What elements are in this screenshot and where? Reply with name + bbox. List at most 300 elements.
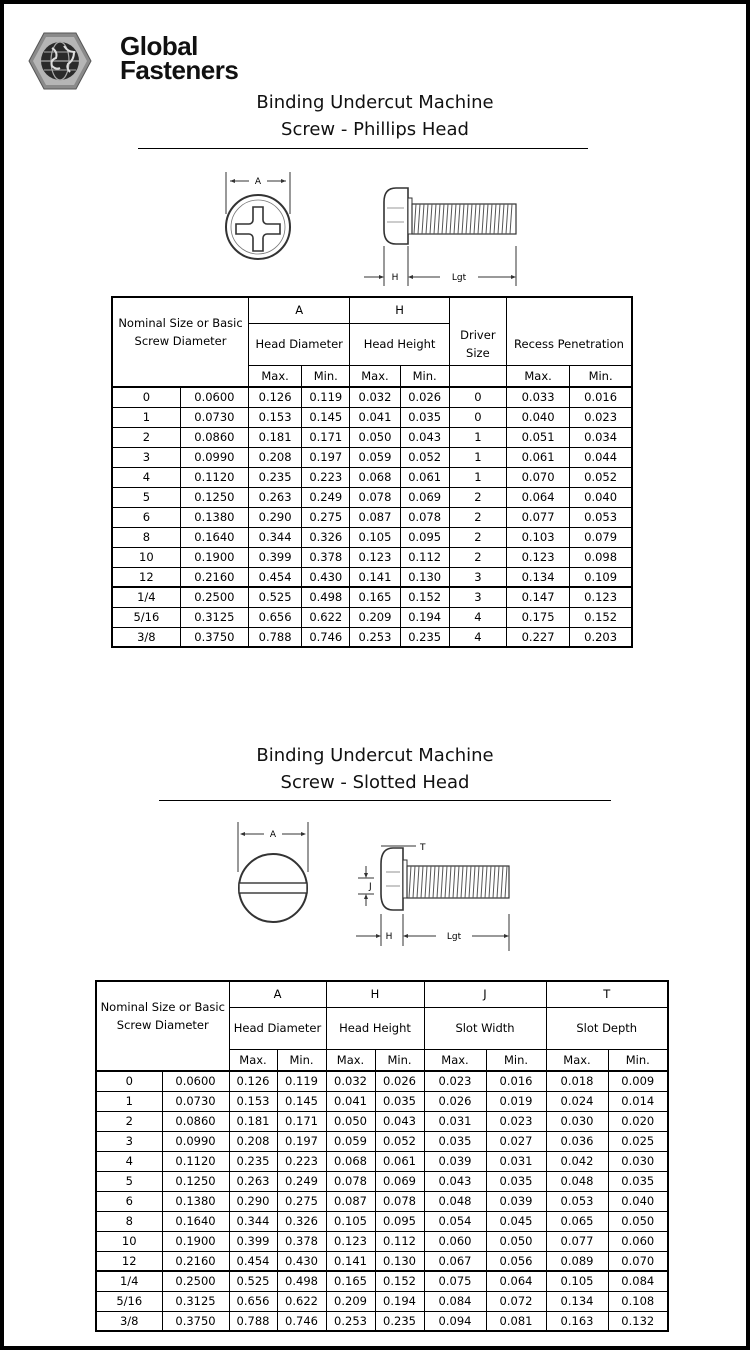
table-cell: 0.072 <box>486 1291 546 1311</box>
table-cell: 0.119 <box>302 387 350 407</box>
table-cell: 0.009 <box>608 1071 668 1091</box>
min-header: Min. <box>486 1049 546 1071</box>
table-cell: 0.454 <box>249 567 302 587</box>
table-cell: 0.1900 <box>162 1231 229 1251</box>
table-cell: 0.145 <box>302 407 350 427</box>
table-cell: 5 <box>112 487 180 507</box>
table-cell: 0.052 <box>570 467 632 487</box>
section1-title-line1: Binding Undercut Machine <box>256 92 494 113</box>
table-cell: 0.112 <box>375 1231 424 1251</box>
table-cell: 0.1250 <box>180 487 248 507</box>
table-row <box>96 1311 668 1331</box>
table-cell: 0.498 <box>277 1271 326 1291</box>
table-cell: 0.1380 <box>162 1191 229 1211</box>
table-cell: 5 <box>96 1171 162 1191</box>
table-cell: 0.018 <box>546 1071 608 1091</box>
blank-header-cell <box>506 297 632 323</box>
phillips-spec-table <box>111 296 633 648</box>
table-cell: 2 <box>112 427 180 447</box>
table-cell: 0.290 <box>229 1191 277 1211</box>
slotted-screw-drawing <box>226 816 526 951</box>
table-cell: 2 <box>449 547 506 567</box>
table-cell: 0.059 <box>350 447 400 467</box>
table-cell: 0.075 <box>424 1271 486 1291</box>
table-cell: 0.263 <box>249 487 302 507</box>
table-cell: 0.078 <box>350 487 400 507</box>
head-height-header: Head Height <box>326 1007 424 1049</box>
table-cell: 2 <box>96 1111 162 1131</box>
table-cell: 3 <box>449 587 506 607</box>
table-cell: 0.048 <box>546 1171 608 1191</box>
table-cell: 0.235 <box>229 1151 277 1171</box>
table-cell: 0.016 <box>570 387 632 407</box>
table-cell: 0.026 <box>424 1091 486 1111</box>
table-cell: 8 <box>112 527 180 547</box>
table-cell: 0.3750 <box>180 627 248 647</box>
table-cell: 0.1120 <box>180 467 248 487</box>
table-cell: 12 <box>96 1251 162 1271</box>
table-cell: 0.2500 <box>162 1271 229 1291</box>
table-cell: 0.019 <box>486 1091 546 1111</box>
table-cell: 0.052 <box>375 1131 424 1151</box>
table-cell: 0.052 <box>400 447 449 467</box>
table-cell: 0.089 <box>546 1251 608 1271</box>
table-cell: 0.152 <box>400 587 449 607</box>
table-cell: 3 <box>449 567 506 587</box>
table-cell: 0.070 <box>506 467 569 487</box>
table-cell: 10 <box>112 547 180 567</box>
table-cell: 0.203 <box>570 627 632 647</box>
table-cell: 0.1900 <box>180 547 248 567</box>
table-cell: 12 <box>112 567 180 587</box>
table-cell: 0.098 <box>570 547 632 567</box>
head-diameter-header: Head Diameter <box>229 1007 326 1049</box>
table-cell: 0.130 <box>375 1251 424 1271</box>
table-cell: 0.067 <box>424 1251 486 1271</box>
section1-dim-h: H <box>391 273 399 283</box>
head-diameter-header: Head Diameter <box>249 323 350 365</box>
table-cell: 2 <box>449 487 506 507</box>
table-cell: 0.035 <box>375 1091 424 1111</box>
table-cell: 0.132 <box>608 1311 668 1331</box>
table-row <box>96 1091 668 1111</box>
table-cell: 0.060 <box>424 1231 486 1251</box>
table-cell: 0.275 <box>302 507 350 527</box>
table-row <box>112 547 632 567</box>
table-cell: 0.3125 <box>180 607 248 627</box>
table-cell: 0.788 <box>249 627 302 647</box>
section2-dim-lgt: Lgt <box>446 932 462 942</box>
table-cell: 0.041 <box>350 407 400 427</box>
table-cell: 10 <box>96 1231 162 1251</box>
table-cell: 0.263 <box>229 1171 277 1191</box>
table-row <box>96 1151 668 1171</box>
driver-size-header: Driver Size <box>449 323 506 365</box>
table-cell: 0.788 <box>229 1311 277 1331</box>
table-cell: 0.020 <box>608 1111 668 1131</box>
blank-header-cell <box>449 297 506 323</box>
table-cell: 8 <box>96 1211 162 1231</box>
table-cell: 0.130 <box>400 567 449 587</box>
table-cell: 4 <box>449 607 506 627</box>
table-cell: 0.208 <box>249 447 302 467</box>
table-cell: 0.235 <box>375 1311 424 1331</box>
table-cell: 0.050 <box>326 1111 375 1131</box>
table-cell: 0.023 <box>486 1111 546 1131</box>
table-cell: 0.153 <box>229 1091 277 1111</box>
table-cell: 6 <box>112 507 180 527</box>
table-cell: 1 <box>112 407 180 427</box>
recess-penetration-header: Recess Penetration <box>506 323 632 365</box>
section1-rule <box>138 148 588 149</box>
table-cell: 0.026 <box>400 387 449 407</box>
table-cell: 0.223 <box>277 1151 326 1171</box>
table-cell: 0.656 <box>229 1291 277 1311</box>
table-cell: 0.069 <box>375 1171 424 1191</box>
table-cell: 4 <box>112 467 180 487</box>
table-cell: 0.1380 <box>180 507 248 527</box>
table-cell: 0.235 <box>249 467 302 487</box>
table-cell: 0.152 <box>375 1271 424 1291</box>
phillips-screw-drawing <box>204 164 534 289</box>
table-cell: 0.235 <box>400 627 449 647</box>
max-header: Max. <box>229 1049 277 1071</box>
table-cell: 0.249 <box>277 1171 326 1191</box>
table-cell: 0.061 <box>400 467 449 487</box>
table-cell: 0 <box>96 1071 162 1091</box>
group-a-header: A <box>229 981 326 1007</box>
table-cell: 0.123 <box>350 547 400 567</box>
table-cell: 1 <box>449 467 506 487</box>
table-cell: 0.223 <box>302 467 350 487</box>
table-cell: 1 <box>96 1091 162 1111</box>
table-cell: 0.152 <box>570 607 632 627</box>
table-cell: 0.134 <box>506 567 569 587</box>
logo-line-1: Global <box>120 31 198 61</box>
table-cell: 0.078 <box>326 1171 375 1191</box>
table-cell: 3/8 <box>96 1311 162 1331</box>
table-row <box>112 607 632 627</box>
table-cell: 0.023 <box>424 1071 486 1091</box>
table-cell: 2 <box>449 507 506 527</box>
table-cell: 1/4 <box>112 587 180 607</box>
max-header: Max. <box>424 1049 486 1071</box>
section2-title <box>4 742 746 796</box>
table-cell: 0.105 <box>326 1211 375 1231</box>
table-cell: 2 <box>449 527 506 547</box>
table-cell: 0.042 <box>546 1151 608 1171</box>
table-cell: 0.070 <box>608 1251 668 1271</box>
table-cell: 0.095 <box>400 527 449 547</box>
table-cell: 0.035 <box>424 1131 486 1151</box>
table-cell: 0.061 <box>375 1151 424 1171</box>
table-cell: 0.035 <box>400 407 449 427</box>
table-cell: 0.378 <box>277 1231 326 1251</box>
table-cell: 0.209 <box>326 1291 375 1311</box>
table-cell: 0.746 <box>277 1311 326 1331</box>
table-cell: 0.051 <box>506 427 569 447</box>
table-cell: 0.3750 <box>162 1311 229 1331</box>
table-cell: 0.030 <box>546 1111 608 1131</box>
slotted-spec-table <box>95 980 669 1332</box>
table-cell: 0.622 <box>277 1291 326 1311</box>
table-cell: 0.141 <box>326 1251 375 1271</box>
table-cell: 0.043 <box>424 1171 486 1191</box>
table-cell: 0.197 <box>277 1131 326 1151</box>
table-cell: 1 <box>449 447 506 467</box>
group-h-header: H <box>350 297 449 323</box>
slot-depth-header: Slot Depth <box>546 1007 668 1049</box>
table-row <box>96 1251 668 1271</box>
table-cell: 0.068 <box>350 467 400 487</box>
table-cell: 0.622 <box>302 607 350 627</box>
table-cell: 0.039 <box>424 1151 486 1171</box>
table-cell: 0.025 <box>608 1131 668 1151</box>
table-row <box>96 1131 668 1151</box>
table-cell: 0.0860 <box>162 1111 229 1131</box>
min-header: Min. <box>570 365 632 387</box>
table-cell: 0.033 <box>506 387 569 407</box>
table-cell: 0.059 <box>326 1131 375 1151</box>
global-fasteners-logo <box>28 30 258 92</box>
table-cell: 0.043 <box>375 1111 424 1131</box>
section1-dim-lgt: Lgt <box>451 273 467 283</box>
table-row <box>112 527 632 547</box>
table-cell: 0.035 <box>486 1171 546 1191</box>
table-cell: 0.078 <box>375 1191 424 1211</box>
table-cell: 0.123 <box>506 547 569 567</box>
table-cell: 0.171 <box>277 1111 326 1131</box>
table-cell: 0.032 <box>350 387 400 407</box>
table-cell: 0.087 <box>350 507 400 527</box>
table-cell: 0.044 <box>570 447 632 467</box>
table-cell: 0.087 <box>326 1191 375 1211</box>
table-cell: 0.0860 <box>180 427 248 447</box>
table-cell: 0.430 <box>302 567 350 587</box>
table-cell: 0.103 <box>506 527 569 547</box>
table-cell: 0.1640 <box>162 1211 229 1231</box>
table-cell: 1/4 <box>96 1271 162 1291</box>
table-cell: 0.084 <box>424 1291 486 1311</box>
table-row <box>96 1291 668 1311</box>
table-cell: 3/8 <box>112 627 180 647</box>
table-cell: 0.095 <box>375 1211 424 1231</box>
table-cell: 0.068 <box>326 1151 375 1171</box>
table-cell: 0.050 <box>486 1231 546 1251</box>
table-cell: 0.1250 <box>162 1171 229 1191</box>
table-cell: 0.326 <box>302 527 350 547</box>
table-cell: 0.061 <box>506 447 569 467</box>
table-cell: 0.454 <box>229 1251 277 1271</box>
table-cell: 0.109 <box>570 567 632 587</box>
min-header: Min. <box>302 365 350 387</box>
slotted-table-body <box>96 1071 668 1331</box>
table-cell: 0.126 <box>249 387 302 407</box>
max-header: Max. <box>326 1049 375 1071</box>
table-cell: 0.227 <box>506 627 569 647</box>
table-cell: 0.053 <box>546 1191 608 1211</box>
table-cell: 0.112 <box>400 547 449 567</box>
group-a-header: A <box>249 297 350 323</box>
group-h-header: H <box>326 981 424 1007</box>
section2-dim-a: A <box>269 830 277 840</box>
table-cell: 0.249 <box>302 487 350 507</box>
section2-dim-h: H <box>385 932 393 942</box>
group-t-header: T <box>546 981 668 1007</box>
table-row <box>96 1271 668 1291</box>
slot-width-header: Slot Width <box>424 1007 546 1049</box>
table-cell: 3 <box>96 1131 162 1151</box>
table-cell: 0.031 <box>486 1151 546 1171</box>
group-j-header: J <box>424 981 546 1007</box>
table-cell: 0.290 <box>249 507 302 527</box>
table-cell: 0.145 <box>277 1091 326 1111</box>
table-cell: 0.0600 <box>162 1071 229 1091</box>
table-cell: 0.399 <box>229 1231 277 1251</box>
table-cell: 0.0730 <box>180 407 248 427</box>
section1-dim-a: A <box>254 177 262 187</box>
table-row <box>112 467 632 487</box>
table-row <box>112 487 632 507</box>
table-cell: 6 <box>96 1191 162 1211</box>
table-cell: 0.094 <box>424 1311 486 1331</box>
table-cell: 0.108 <box>608 1291 668 1311</box>
table-cell: 0.181 <box>229 1111 277 1131</box>
table-cell: 0.2500 <box>180 587 248 607</box>
table-cell: 0.045 <box>486 1211 546 1231</box>
section1-title-line2: Screw - Phillips Head <box>281 119 469 140</box>
table-row <box>112 447 632 467</box>
table-cell: 0.656 <box>249 607 302 627</box>
table-cell: 0.105 <box>350 527 400 547</box>
section2-dim-j: J <box>369 882 372 892</box>
table-cell: 0.036 <box>546 1131 608 1151</box>
table-row <box>96 1191 668 1211</box>
table-cell: 0.208 <box>229 1131 277 1151</box>
table-cell: 0.0990 <box>162 1131 229 1151</box>
logo-wordmark <box>120 31 239 85</box>
table-row <box>96 1111 668 1131</box>
max-header: Max. <box>546 1049 608 1071</box>
table-cell: 0.181 <box>249 427 302 447</box>
table-cell: 0.077 <box>506 507 569 527</box>
table-row <box>112 507 632 527</box>
table-row <box>112 407 632 427</box>
nominal-size-header: Nominal Size or Basic Screw Diameter <box>96 981 229 1049</box>
table-cell: 0.084 <box>608 1271 668 1291</box>
table-cell: 0.081 <box>486 1311 546 1331</box>
table-cell: 0.026 <box>375 1071 424 1091</box>
table-cell: 0.123 <box>570 587 632 607</box>
min-header: Min. <box>608 1049 668 1071</box>
table-cell: 0 <box>112 387 180 407</box>
logo-line-2: Fasteners <box>120 55 239 85</box>
table-cell: 0 <box>449 387 506 407</box>
table-cell: 3 <box>112 447 180 467</box>
table-cell: 0.024 <box>546 1091 608 1111</box>
head-height-header: Head Height <box>350 323 449 365</box>
table-row <box>96 1171 668 1191</box>
section1-title <box>4 89 746 143</box>
table-cell: 0.053 <box>570 507 632 527</box>
table-cell: 4 <box>96 1151 162 1171</box>
section2-dim-t: T <box>420 843 426 853</box>
table-cell: 0.079 <box>570 527 632 547</box>
table-cell: 0.064 <box>486 1271 546 1291</box>
table-cell: 0.023 <box>570 407 632 427</box>
table-cell: 0.030 <box>608 1151 668 1171</box>
table-cell: 0.043 <box>400 427 449 447</box>
blank-header-cell <box>449 365 506 387</box>
table-cell: 0.0600 <box>180 387 248 407</box>
table-cell: 0.147 <box>506 587 569 607</box>
table-cell: 0.194 <box>400 607 449 627</box>
table-cell: 0.2160 <box>180 567 248 587</box>
table-cell: 0.064 <box>506 487 569 507</box>
max-header: Max. <box>249 365 302 387</box>
table-cell: 0.069 <box>400 487 449 507</box>
table-cell: 0.194 <box>375 1291 424 1311</box>
table-cell: 0.525 <box>229 1271 277 1291</box>
min-header: Min. <box>400 365 449 387</box>
table-row <box>112 387 632 407</box>
table-cell: 0.0990 <box>180 447 248 467</box>
table-cell: 0.209 <box>350 607 400 627</box>
table-cell: 0.048 <box>424 1191 486 1211</box>
hex-globe-icon <box>28 30 92 92</box>
table-cell: 0.275 <box>277 1191 326 1211</box>
table-cell: 5/16 <box>96 1291 162 1311</box>
table-cell: 0.165 <box>350 587 400 607</box>
table-cell: 0.2160 <box>162 1251 229 1271</box>
table-row <box>112 427 632 447</box>
table-cell: 0.078 <box>400 507 449 527</box>
table-cell: 0.041 <box>326 1091 375 1111</box>
table-row <box>96 1071 668 1091</box>
table-cell: 0.126 <box>229 1071 277 1091</box>
table-cell: 0.165 <box>326 1271 375 1291</box>
table-cell: 0.027 <box>486 1131 546 1151</box>
blank-header-cell <box>96 1049 229 1071</box>
table-row <box>112 587 632 607</box>
table-cell: 0.3125 <box>162 1291 229 1311</box>
table-cell: 0.014 <box>608 1091 668 1111</box>
table-cell: 5/16 <box>112 607 180 627</box>
min-header: Min. <box>375 1049 424 1071</box>
table-cell: 0.175 <box>506 607 569 627</box>
blank-header-cell <box>112 365 249 387</box>
table-cell: 0.430 <box>277 1251 326 1271</box>
table-cell: 0.1640 <box>180 527 248 547</box>
table-cell: 0.065 <box>546 1211 608 1231</box>
table-cell: 0.153 <box>249 407 302 427</box>
table-cell: 0.032 <box>326 1071 375 1091</box>
table-cell: 0 <box>449 407 506 427</box>
table-cell: 0.498 <box>302 587 350 607</box>
table-cell: 0.077 <box>546 1231 608 1251</box>
table-cell: 0.056 <box>486 1251 546 1271</box>
table-cell: 0.141 <box>350 567 400 587</box>
table-cell: 1 <box>449 427 506 447</box>
table-cell: 0.344 <box>249 527 302 547</box>
table-row <box>96 1231 668 1251</box>
table-cell: 0.1120 <box>162 1151 229 1171</box>
table-cell: 0.050 <box>608 1211 668 1231</box>
table-cell: 0.171 <box>302 427 350 447</box>
table-cell: 0.0730 <box>162 1091 229 1111</box>
table-cell: 0.054 <box>424 1211 486 1231</box>
table-cell: 0.253 <box>326 1311 375 1331</box>
